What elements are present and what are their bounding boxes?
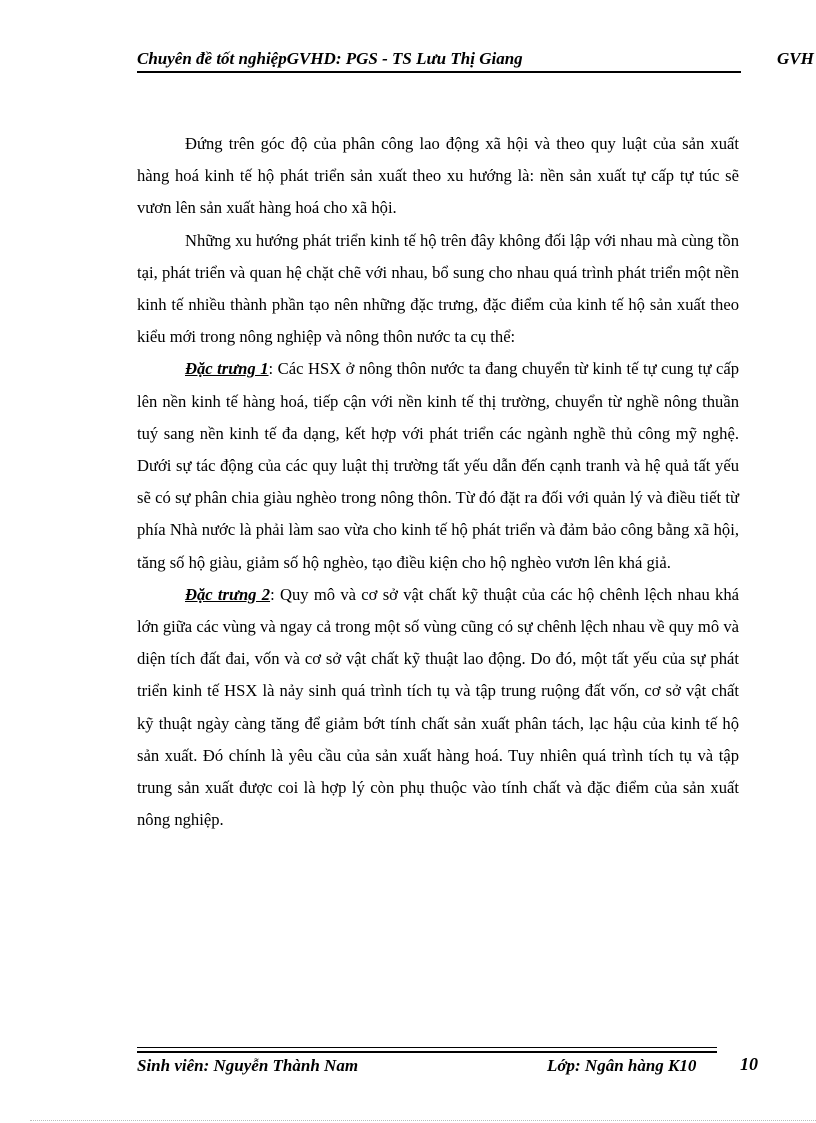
- paragraph-3: [137, 353, 739, 578]
- feature-2-text: : Quy mô và cơ sở vật chất kỹ thuật của các hộ chênh lệch nhau khá lớn giữa các vùng và ngay cả trong một số vùng cũng có sự chênh lệch nhau về quy mô và diện tích đất đai, vốn và cơ sở vật chất kỹ thuật lao động. Do đó, một tất yếu của sự phát triển kinh tế HSX là nảy sinh quá trình tích tụ và tập trung ruộng đất vốn, cơ sở vật chất kỹ thuật ngày càng tăng để giảm bớt tính chất sản xuất phân tách, lạc hậu của kinh tế hộ sản xuất. Đó chính là yêu cầu của sản xuất hàng hoá. Tuy nhiên quá trình tích tụ và tập trung sản xuất được coi là hợp lý còn phụ thuộc vào tính chất và đặc điểm của sản xuất nông nghiệp.: [137, 584, 739, 830]
- document-body: [137, 128, 739, 836]
- paragraph-2: Những xu hướng phát triển kinh tế hộ trên đây không đối lập với nhau mà cùng tồn tại, phát triển và quan hệ chặt chẽ với nhau, bổ sung cho nhau quá trình phát triển một nền kinh tế nhiều thành phần tạo nên những đặc trưng, đặc điểm của kinh tế hộ sản xuất theo kiểu mới trong nông nghiệp và nông thôn nước ta cụ thể:: [137, 230, 739, 347]
- page-footer: [137, 1054, 777, 1080]
- feature-1-text: : Các HSX ở nông thôn nước ta đang chuyển từ kinh tế tự cung tự cấp lên nền kinh tế hàng hoá, tiếp cận với nền kinh tế thị trường, chuyển từ nghề nông thuần tuý sang nền kinh tế đa dạng, kết hợp với phát triển các ngành nghề thủ công mỹ nghệ. Dưới sự tác động của các quy luật thị trường tất yếu dẫn đến cạnh tranh và hệ quả tất yếu sẽ có sự phân chia giàu nghèo trong nông thôn. Từ đó đặt ra đối với quản lý và điều tiết từ phía Nhà nước là phải làm sao vừa cho kinh tế hộ phát triển và đảm bảo công bằng xã hội, tăng số hộ giàu, giảm số hộ nghèo, tạo điều kiện cho hộ nghèo vươn lên khá giả.: [137, 359, 739, 572]
- footer-student: Sinh viên: Nguyễn Thành Nam: [137, 1056, 359, 1075]
- footer-rule-thin: [137, 1047, 717, 1048]
- header-overflow-text: GVH: [777, 49, 814, 68]
- paragraph-4: [137, 579, 739, 837]
- header-rule: [137, 71, 741, 73]
- page-number: 10: [740, 1054, 758, 1074]
- feature-1-heading: Đặc trưng 1: [185, 359, 269, 379]
- paragraph-1: Đứng trên góc độ của phân công lao động xã hội và theo quy luật của sản xuất hàng hoá kinh tế hộ phát triển sản xuất theo xu hướng là: nền sản xuất tự cấp tự túc sẽ vươn lên sản xuất hàng hoá cho xã hội.: [137, 134, 739, 218]
- footer-class: Lớp: Ngân hàng K10: [547, 1056, 697, 1075]
- page-header: [137, 49, 816, 73]
- page-bottom-border: [30, 1120, 816, 1121]
- footer-rule-thick: [137, 1051, 717, 1053]
- feature-2-heading: Đặc trưng 2: [185, 584, 271, 604]
- header-title: Chuyên đề tốt nghiệpGVHD: PGS - TS Lưu Thị Giang: [137, 49, 523, 68]
